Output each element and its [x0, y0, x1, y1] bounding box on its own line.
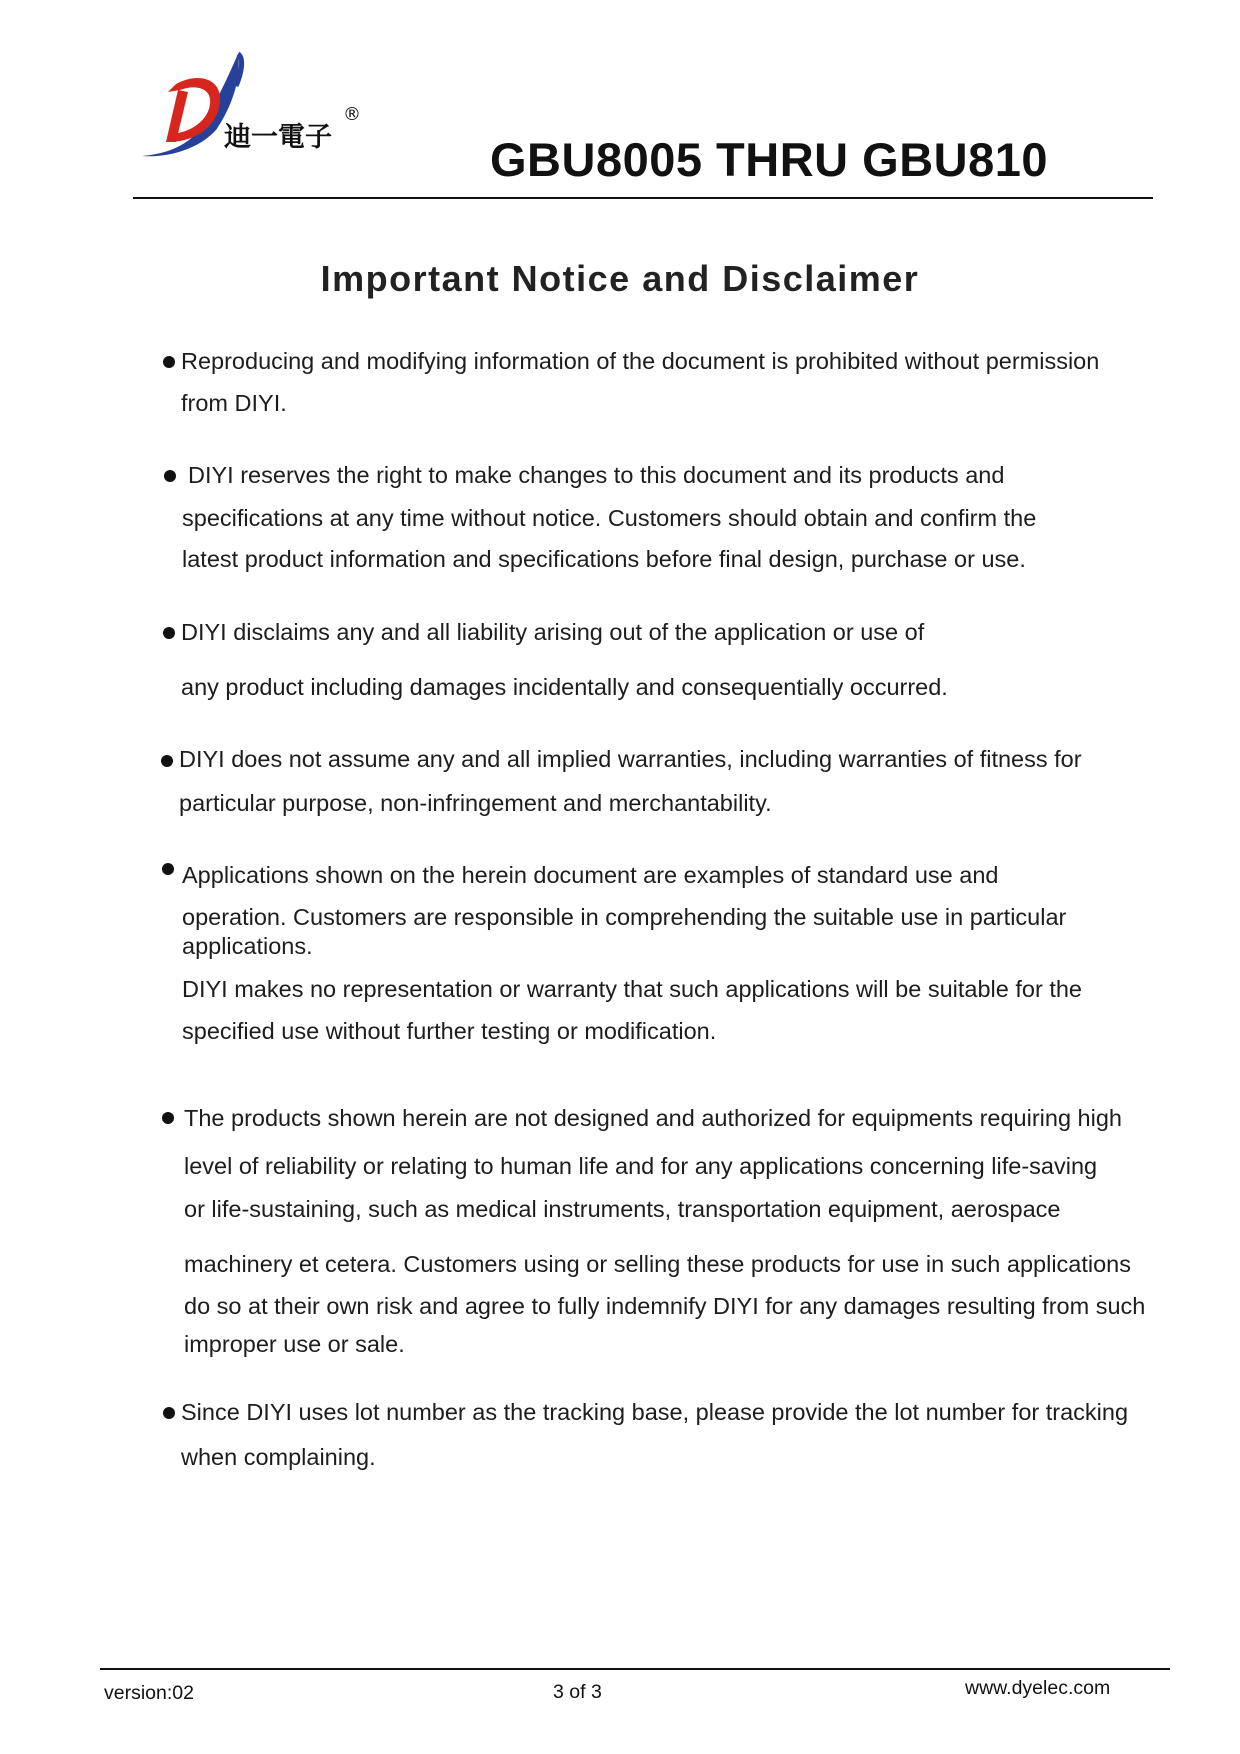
notice-line: Applications shown on the herein document are examples of standard use and	[182, 862, 999, 888]
notice-title: Important Notice and Disclaimer	[320, 258, 920, 299]
notice-line: DIYI does not assume any and all implied warranties, including warranties of fitness for	[179, 746, 1082, 772]
footer-website-link[interactable]: www.dyelec.com	[965, 1677, 1111, 1699]
notice-line: Since DIYI uses lot number as the tracking base, please provide the lot number for tracking	[181, 1399, 1129, 1425]
notice-line: or life-sustaining, such as medical instruments, transportation equipment, aerospace	[184, 1196, 1061, 1222]
notice-line: DIYI reserves the right to make changes to this document and its products and	[188, 462, 1005, 488]
svg-text:迪一電子: 迪一電子	[224, 122, 332, 153]
footer-version: version:02	[104, 1682, 194, 1704]
bullet-icon	[164, 470, 176, 482]
bullet-icon	[162, 1112, 174, 1124]
footer-divider	[100, 1668, 1170, 1670]
notice-line: particular purpose, non-infringement and merchantability.	[179, 790, 772, 816]
bullet-icon	[162, 863, 174, 875]
notice-line: latest product information and specifications before final design, purchase or use.	[182, 546, 1026, 572]
notice-line: when complaining.	[181, 1444, 376, 1470]
notice-line: DIYI makes no representation or warranty that such applications will be suitable for the	[182, 976, 1082, 1002]
document-title: GBU8005 THRU GBU810	[490, 133, 1049, 186]
notice-line: specified use without further testing or modification.	[182, 1018, 717, 1044]
notice-line: level of reliability or relating to human life and for any applications concerning life-saving	[184, 1153, 1098, 1179]
bullet-icon	[163, 1407, 175, 1419]
notice-line: applications.	[182, 933, 313, 959]
notice-line: The products shown herein are not designed and authorized for equipments requiring high	[184, 1105, 1122, 1131]
notice-line: DIYI disclaims any and all liability arising out of the application or use of	[181, 619, 925, 645]
notice-line: any product including damages incidentally and consequentially occurred.	[181, 674, 948, 700]
notice-line: operation. Customers are responsible in comprehending the suitable use in particular	[182, 904, 1067, 930]
notice-line: improper use or sale.	[184, 1331, 405, 1357]
bullet-icon	[163, 356, 175, 368]
notice-line: specifications at any time without notice. Customers should obtain and confirm the	[182, 505, 1037, 531]
svg-text:®: ®	[343, 104, 361, 125]
notice-line: Reproducing and modifying information of the document is prohibited without permission	[181, 348, 1100, 374]
footer-page-number: 3 of 3	[553, 1681, 602, 1703]
bullet-icon	[163, 627, 175, 639]
notice-line: from DIYI.	[181, 390, 287, 416]
notice-line: machinery et cetera. Customers using or selling these products for use in such applications	[184, 1251, 1131, 1277]
notice-line: do so at their own risk and agree to fully indemnify DIYI for any damages resulting from such	[184, 1293, 1146, 1319]
bullet-icon	[161, 755, 173, 767]
